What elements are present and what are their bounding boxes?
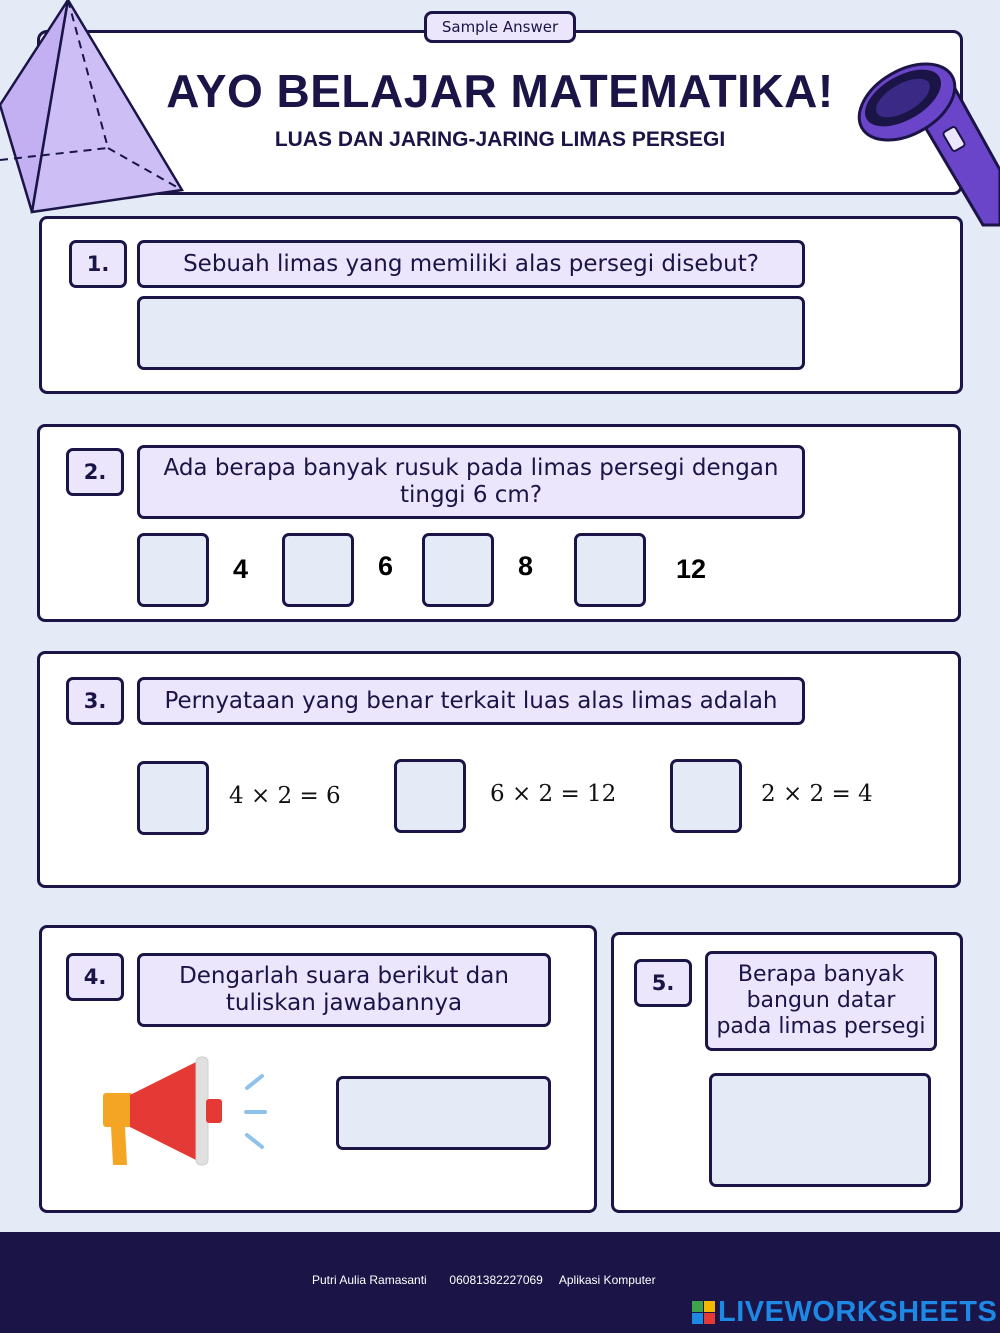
footer-author: Putri Aulia Ramasanti	[312, 1273, 427, 1287]
question-1-label: Sebuah limas yang memiliki alas persegi disebut?	[183, 250, 759, 277]
sample-answer-label: Sample Answer	[441, 18, 559, 36]
question-3-option-2-label: 6 × 2 = 12	[490, 781, 617, 807]
question-5-label: Berapa banyak bangun datar pada limas persegi	[716, 962, 926, 1039]
question-2-option-3-checkbox[interactable]	[422, 533, 494, 607]
page-subtitle: LUAS DAN JARING-JARING LIMAS PERSEGI	[274, 128, 726, 151]
question-3-option-1-label: 4 × 2 = 6	[229, 783, 341, 809]
footer-credits	[312, 1273, 732, 1287]
sample-answer-badge[interactable]	[424, 11, 576, 43]
megaphone-icon[interactable]	[100, 1055, 270, 1170]
question-2-option-2-label: 6	[378, 551, 394, 581]
question-2-text	[137, 445, 805, 519]
question-1-number: 1.	[69, 240, 127, 288]
question-4-label: Dengarlah suara berikut dan tuliskan jawabannya	[179, 963, 509, 1016]
question-1-answer-field[interactable]	[137, 296, 805, 370]
question-3-option-3-checkbox[interactable]	[670, 759, 742, 833]
question-2-option-1-label: 4	[233, 554, 249, 584]
liveworksheets-brand: LIVEWORKSHEETS	[718, 1296, 998, 1328]
question-3-option-2-checkbox[interactable]	[394, 759, 466, 833]
footer-course: Aplikasi Komputer	[558, 1273, 656, 1287]
question-2-option-1-checkbox[interactable]	[137, 533, 209, 607]
question-4-text	[137, 953, 551, 1027]
footer-id: 06081382227069	[449, 1273, 543, 1287]
question-2-option-2-checkbox[interactable]	[282, 533, 354, 607]
liveworksheets-logo-icon	[692, 1301, 716, 1325]
question-2-option-3-label: 8	[518, 551, 534, 581]
question-4-number: 4.	[66, 953, 124, 1001]
page-title: AYO BELAJAR MATEMATIKA!	[166, 65, 834, 117]
question-5-number: 5.	[634, 959, 692, 1007]
question-4-answer-field[interactable]	[336, 1076, 551, 1150]
question-1-text	[137, 240, 805, 288]
liveworksheets-logo[interactable]	[692, 1296, 997, 1329]
question-3-label: Pernyataan yang benar terkait luas alas limas adalah	[164, 687, 778, 714]
question-3-option-1-checkbox[interactable]	[137, 761, 209, 835]
question-5-text	[705, 951, 937, 1051]
question-2-number: 2.	[66, 448, 124, 496]
question-2-option-4-checkbox[interactable]	[574, 533, 646, 607]
question-2-option-4-label: 12	[676, 554, 707, 584]
question-3-option-3-label: 2 × 2 = 4	[761, 781, 873, 807]
question-3-number: 3.	[66, 677, 124, 725]
question-3-text	[137, 677, 805, 725]
question-5-answer-field[interactable]	[709, 1073, 931, 1187]
question-2-label: Ada berapa banyak rusuk pada limas persegi dengan tinggi 6 cm?	[163, 455, 779, 508]
